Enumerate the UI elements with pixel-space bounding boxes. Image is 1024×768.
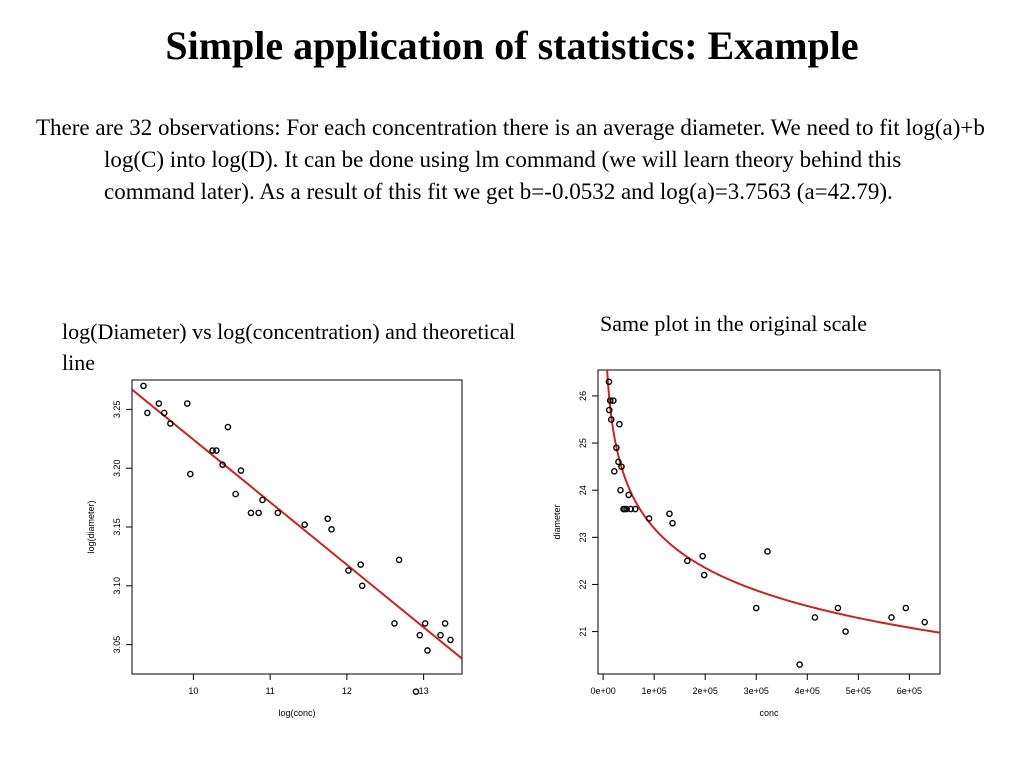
x-tick-label: 5e+05 (845, 686, 871, 696)
data-point (612, 469, 617, 474)
y-tick-label: 3.15 (112, 518, 122, 536)
data-point (156, 401, 161, 406)
y-tick-label: 3.25 (112, 400, 122, 419)
data-point (626, 492, 631, 497)
x-tick-label: 12 (341, 686, 352, 696)
slide-title: Simple application of statistics: Example (165, 23, 859, 68)
data-point (617, 422, 622, 427)
data-point (922, 620, 927, 625)
y-tick-label: 3.10 (112, 577, 122, 595)
body-paragraph: There are 32 observations: For each concentration there is an average diameter. We need to fit log(a)+b log(C) into log(D). It can be done using lm command (we will learn theory behind this command later). As a result of this fit we get b=-0.0532 and log(a)=3.7563 (a=42.79). (36, 115, 985, 204)
data-point (667, 511, 672, 516)
x-tick-label: 13 (418, 686, 429, 696)
y-tick-label: 21 (578, 626, 588, 637)
y-tick-label: 24 (578, 485, 588, 496)
data-point (765, 549, 770, 554)
y-tick-label: 22 (578, 579, 588, 590)
data-point (702, 572, 707, 577)
data-point (392, 621, 397, 626)
data-point (188, 471, 193, 476)
data-point (670, 521, 675, 526)
x-tick-label: 3e+05 (743, 686, 769, 696)
y-tick-label: 26 (578, 390, 588, 401)
x-tick-label: 6e+05 (896, 686, 923, 696)
caption-left: log(Diameter) vs log(concentration) and theoretical line (62, 319, 516, 375)
data-point (145, 410, 150, 415)
x-axis-label: conc (759, 708, 779, 718)
fit-line (605, 362, 940, 633)
data-point (843, 629, 848, 634)
data-point (685, 558, 690, 563)
x-axis-label: log(conc) (278, 708, 316, 718)
data-point (233, 491, 238, 496)
x-tick-label: 11 (265, 686, 275, 696)
data-point (438, 633, 443, 638)
data-point (889, 615, 894, 620)
data-point (141, 383, 146, 388)
chart-log-scale (80, 372, 480, 727)
data-point (302, 522, 307, 527)
y-axis-label: log(diameter) (86, 500, 96, 554)
data-point (425, 648, 430, 653)
data-point (423, 621, 428, 626)
data-point (360, 583, 365, 588)
data-point (358, 562, 363, 567)
data-point (754, 605, 759, 610)
data-point (346, 568, 351, 573)
data-point (238, 468, 243, 473)
data-point (225, 424, 230, 429)
plot-frame (132, 380, 462, 674)
data-point (448, 637, 453, 642)
y-tick-label: 23 (578, 532, 588, 543)
data-point (443, 621, 448, 626)
caption-right: Same plot in the original scale (600, 311, 867, 336)
data-point (248, 510, 253, 515)
x-tick-label: 2e+05 (692, 686, 718, 696)
x-tick-label: 4e+05 (794, 686, 820, 696)
data-point (417, 633, 422, 638)
fit-line (132, 390, 462, 659)
chart-original-scale (550, 362, 970, 727)
y-tick-label: 3.20 (112, 459, 122, 477)
data-point (260, 497, 265, 502)
y-tick-label: 3.05 (112, 635, 122, 654)
y-axis-label: diameter (552, 504, 562, 540)
data-point (618, 488, 623, 493)
x-tick-label: 10 (188, 686, 199, 696)
data-point (812, 615, 817, 620)
data-point (700, 554, 705, 559)
data-point (903, 605, 908, 610)
data-point (185, 401, 190, 406)
data-point (256, 510, 261, 515)
data-point (329, 527, 334, 532)
data-point (797, 662, 802, 667)
x-tick-label: 0e+00 (590, 686, 616, 696)
data-point (835, 605, 840, 610)
data-point (325, 516, 330, 521)
data-point (275, 510, 280, 515)
y-tick-label: 25 (578, 438, 588, 449)
x-tick-label: 1e+05 (641, 686, 667, 696)
data-point (396, 557, 401, 562)
